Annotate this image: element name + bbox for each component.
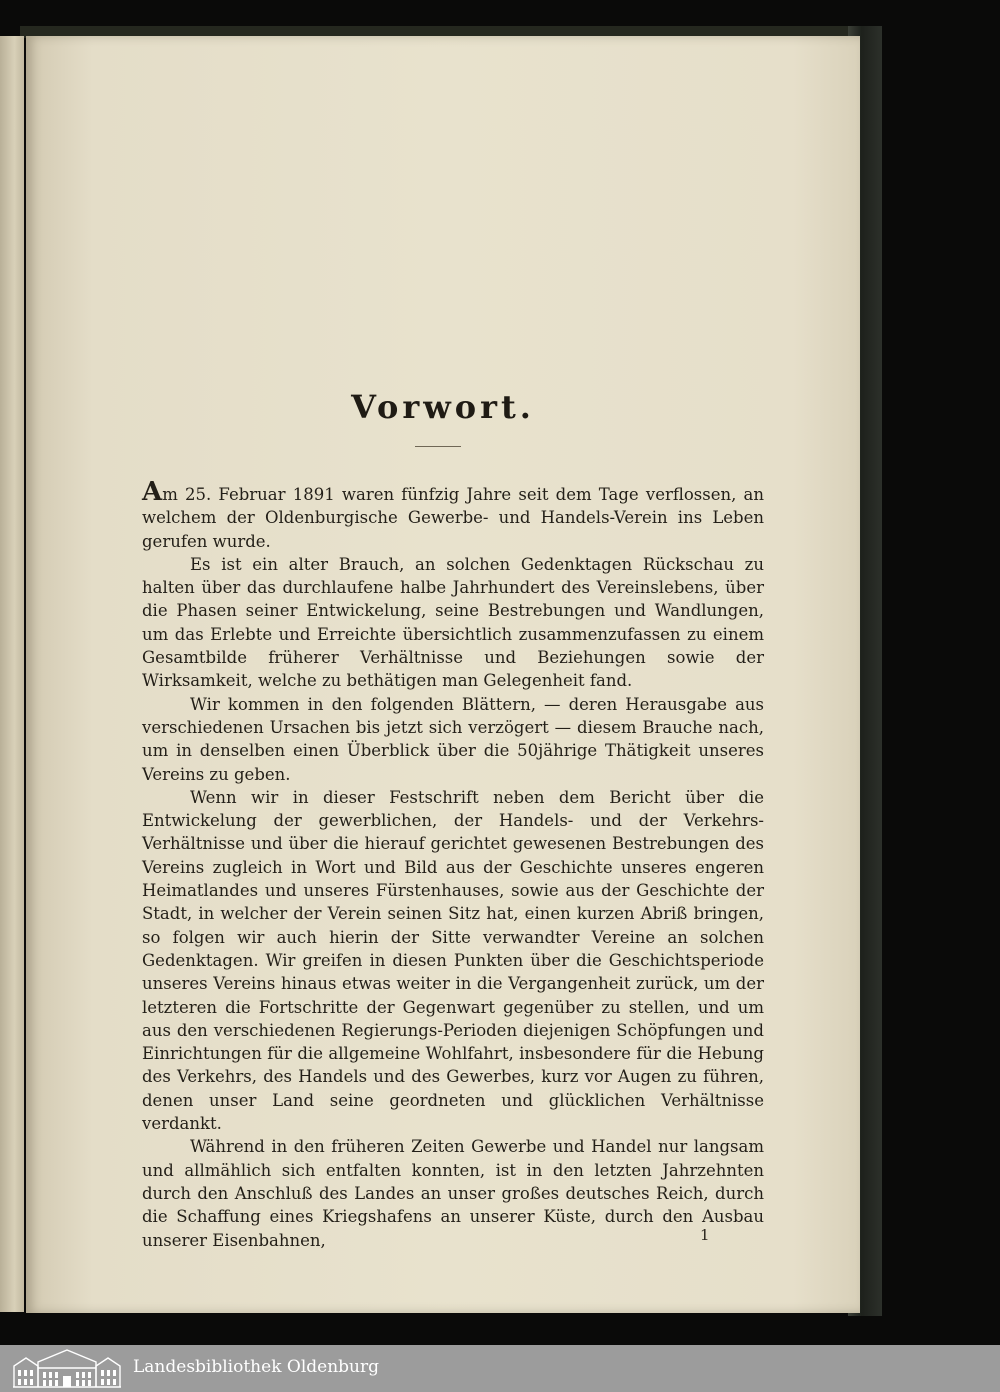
paragraph: Wir kommen in den folgenden Blättern, — deren Herausgabe aus verschiedenen Ursachen bis jetzt sich verzögert — diesem Brauche nach, um in denselben einen Überblick über die 50jährige Thätigkeit unseres Vereins zu geben.	[142, 694, 764, 784]
paragraph: Wenn wir in dieser Festschrift neben dem Bericht über die Entwickelung der gewerblichen, der Handels- und der Verkehrs-Verhältnisse und über die hierauf gerichtet gewesenen Bestrebungen des Vereins zugleich in Wort und Bild aus der Geschichte unseres engeren Heimatlandes und unseres Fürstenhauses, sowie aus der Geschichte der Stadt, in welcher der Verein seinen Sitz hat, einen kurzen Abriß bringen, so folgen wir auch hierin der Sitte verwandter Vereine an solchen Gedenktagen. Wir greifen in diesen Punkten über die Geschichtsperiode unseres Vereins hinaus etwas weiter in die Vergangenheit zurück, um der letzteren die Fortschritte der Gegenwart gegenüber zu stellen, und um aus den verschiedenen Regierungs-Perioden diejenigen Schöpfungen und Einrichtungen für die allgemeine Wohlfahrt, insbesondere für die Hebung des Verkehrs, des Handels und des Gewerbes, kurz vor Augen zu führen, denen unser Land seine geordneten und glücklichen Verhältnisse verdankt.	[142, 787, 764, 1134]
paragraph-text: m 25. Februar 1891 waren fünfzig Jahre seit dem Tage verflossen, an welchem der Oldenburgische Gewerbe- und Handels-Verein ins Leben gerufen wurde.	[142, 485, 764, 551]
book-page	[26, 36, 860, 1313]
body-text	[142, 477, 764, 1252]
previous-page-edge	[0, 36, 24, 1312]
library-building-icon	[12, 1348, 122, 1388]
paragraph: Es ist ein alter Brauch, an solchen Gedenktagen Rückschau zu halten über das durchlaufene halbe Jahrhundert des Vereinslebens, über die Phasen seiner Entwickelung, seine Bestrebungen und Wandlungen, um das Erlebte und Erreichte übersichtlich zusammenzufassen zu einem Gesamtbilde früherer Verhältnisse und Beziehungen sowie der Wirksamkeit, welche zu bethätigen man Gelegenheit fand.	[142, 554, 764, 691]
page-number: 1	[700, 1226, 710, 1244]
drop-cap: A	[142, 477, 163, 507]
institution-name[interactable]: Landesbibliothek Oldenburg	[133, 1357, 380, 1377]
footer-bar	[0, 1345, 1000, 1392]
paragraph	[142, 477, 764, 553]
paragraph: Während in den früheren Zeiten Gewerbe und Handel nur langsam und allmählich sich entfalten konnten, ist in den letzten Jahrzehnten durch den Anschluß des Landes an unser großes deutsches Reich, durch die Schaffung eines Kriegshafens an unserer Küste, durch den Ausbau unserer Eisenbahnen,	[142, 1137, 764, 1250]
page-title: Vorwort.	[351, 388, 535, 426]
title-divider	[415, 446, 461, 447]
